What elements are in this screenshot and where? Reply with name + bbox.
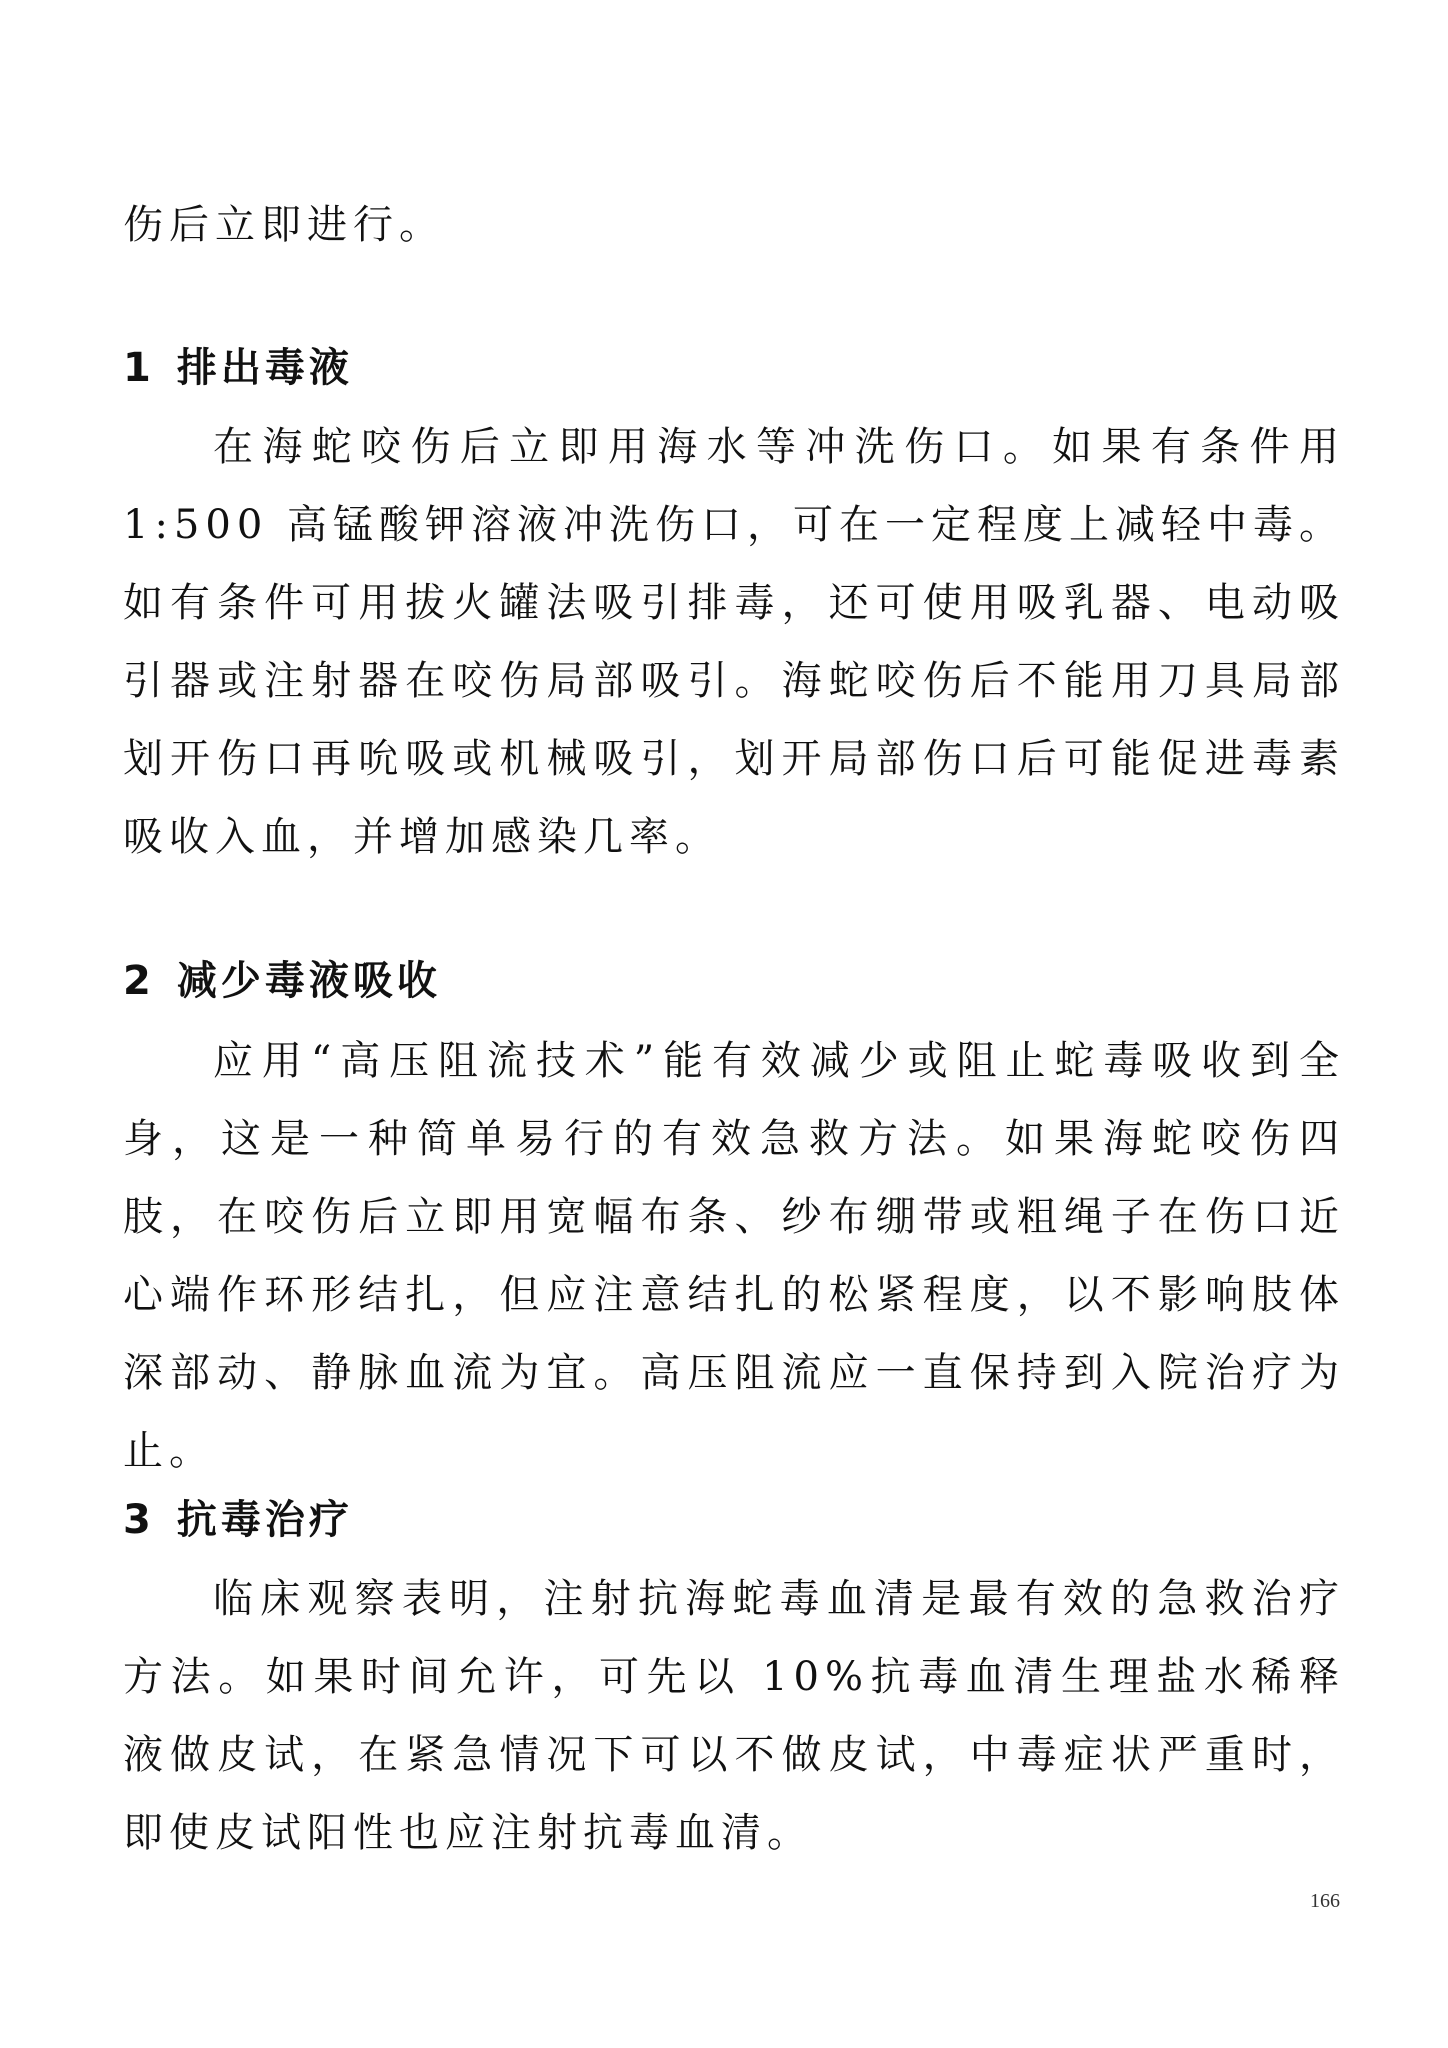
section-1-heading [123,340,353,396]
section-3-body: 临床观察表明，注射抗海蛇毒血清是最有效的急救治疗方法。如果时间允许，可先以 10%抗毒血清生理盐水稀释液做皮试，在紧急情况下可以不做皮试，中毒症状严重时，即使皮试阳性也应注射抗毒血清。 [123,1576,1345,1856]
section-2-heading [123,953,441,1009]
section-2-body: 应用“高压阻流技术”能有效减少或阻止蛇毒吸收到全身，这是一种简单易行的有效急救方法。如果海蛇咬伤四肢，在咬伤后立即用宽幅布条、纱布绷带或粗绳子在伤口近心端作环形结扎，但应注意结扎的松紧程度，以不影响肢体深部动、静脉血流为宜。高压阻流应一直保持到入院治疗为止。 [123,1038,1345,1474]
section-3-title: 抗毒治疗 [176,1497,353,1543]
page-number: 166 [1310,1890,1340,1912]
section-3-number: 3 [123,1497,155,1543]
section-3-heading [123,1492,353,1548]
section-2-number: 2 [123,958,155,1004]
section-1-body: 在海蛇咬伤后立即用海水等冲洗伤口。如果有条件用 1:500 高锰酸钾溶液冲洗伤口，可在一定程度上减轻中毒。如有条件可用拔火罐法吸引排毒，还可使用吸乳器、电动吸引器或注射器在咬伤局部吸引。海蛇咬伤后不能用刀具局部划开伤口再吮吸或机械吸引，划开局部伤口后可能促进毒素吸收入血，并增加感染几率。 [123,424,1345,860]
section-2-title: 减少毒液吸收 [176,958,441,1004]
intro-text: 伤后立即进行。 [123,202,445,248]
section-1-number: 1 [123,345,155,391]
section-1-title: 排出毒液 [176,345,353,391]
